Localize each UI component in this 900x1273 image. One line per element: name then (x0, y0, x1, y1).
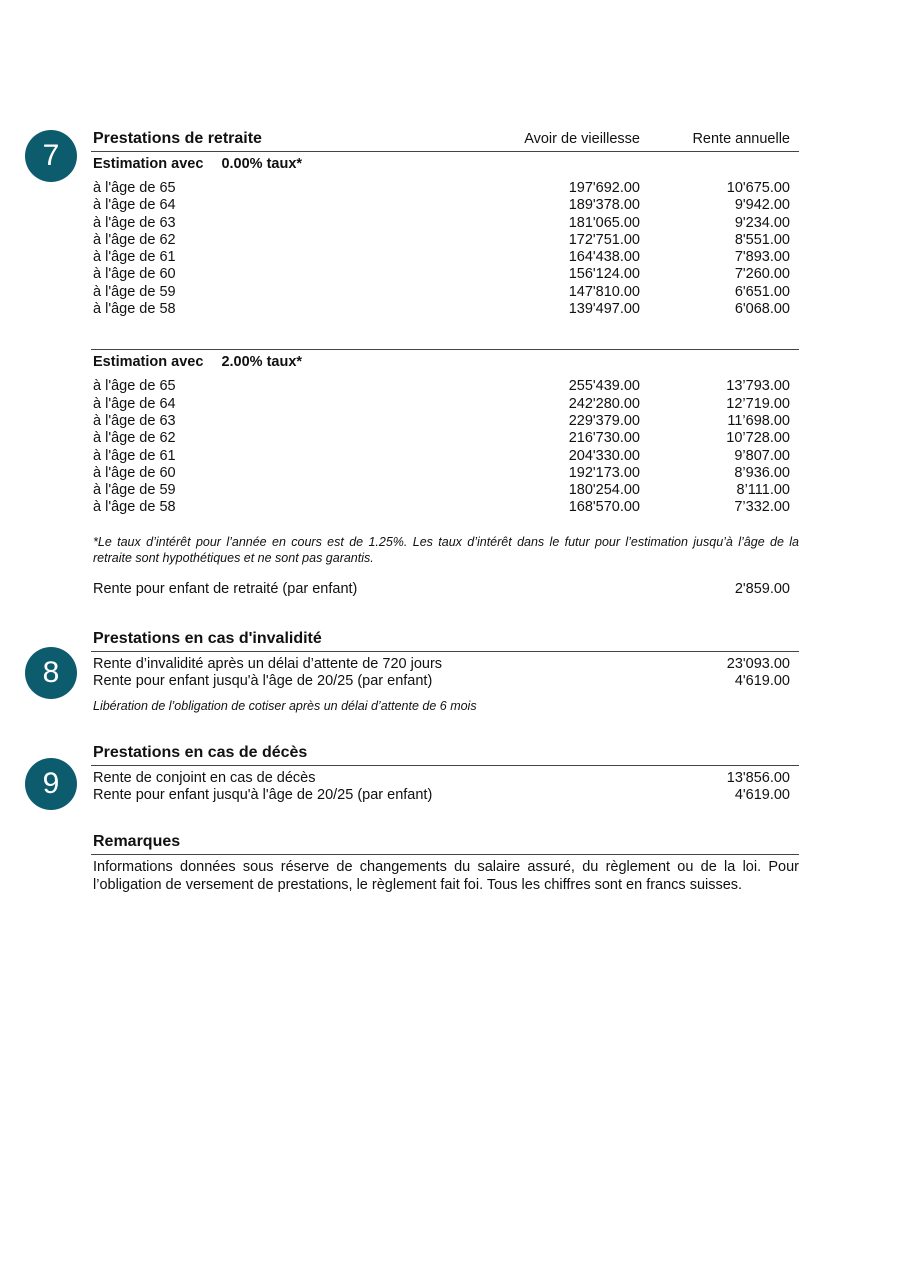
remarks-section (91, 833, 799, 894)
age-label: à l'âge de 65 (93, 180, 176, 196)
avoir-column-header: Avoir de vieillesse (524, 131, 640, 147)
benefit-value: 23'093.00 (726, 656, 790, 672)
benefit-label: Rente de conjoint en cas de décès (93, 770, 316, 786)
avoir-value: 156'124.00 (568, 266, 640, 283)
age-label: à l'âge de 59 (93, 482, 176, 499)
disability-section (91, 630, 799, 714)
avoir-value: 180'254.00 (568, 482, 640, 499)
estimation-0-heading (91, 154, 799, 174)
remarks-header (91, 833, 799, 855)
age-label: à l'âge de 61 (93, 447, 176, 464)
rente-value: 9'234.00 (734, 214, 790, 231)
benefit-value: 4'619.00 (734, 787, 790, 804)
death-header (91, 744, 799, 766)
age-label: à l'âge de 61 (93, 249, 176, 266)
retirement-title: Prestations de retraite (93, 130, 262, 147)
rente-column-header: Rente annuelle (692, 131, 790, 147)
death-section (91, 744, 799, 805)
estimation-1-table (91, 378, 799, 516)
avoir-value: 216'730.00 (568, 430, 640, 447)
table-row (91, 249, 799, 266)
avoir-value: 164'438.00 (568, 249, 640, 266)
table-row (91, 770, 799, 787)
retirement-section (91, 130, 799, 598)
rente-value: 10'675.00 (726, 180, 790, 196)
avoir-value: 181'065.00 (568, 214, 640, 231)
disability-title: Prestations en cas d'invalidité (93, 630, 322, 647)
table-row (91, 215, 799, 232)
rente-value: 11’698.00 (727, 412, 790, 429)
estimation-label: Estimation avec (93, 156, 204, 172)
rente-value: 9'942.00 (734, 197, 790, 214)
table-row (91, 284, 799, 301)
benefit-label: Rente d’invalidité après un délai d’attente de 720 jours (93, 656, 443, 672)
rente-value: 8’936.00 (734, 464, 790, 481)
table-row (91, 396, 799, 413)
table-row (91, 499, 799, 516)
age-label: à l'âge de 63 (93, 412, 176, 429)
benefit-value: 4'619.00 (734, 673, 790, 690)
table-row (91, 378, 799, 395)
table-row (91, 266, 799, 283)
divider (91, 349, 799, 350)
avoir-value: 204'330.00 (568, 447, 640, 464)
rente-value: 12’719.00 (726, 395, 790, 412)
age-label: à l'âge de 60 (93, 464, 176, 481)
estimation-label: Estimation avec (93, 354, 204, 371)
rente-value: 8'551.00 (734, 231, 790, 248)
table-row (91, 232, 799, 249)
table-row (91, 430, 799, 447)
retirement-header (91, 130, 799, 152)
child-pension-label: Rente pour enfant de retraité (par enfant) (93, 580, 358, 597)
rente-value: 7’332.00 (734, 499, 790, 516)
age-label: à l'âge de 58 (93, 301, 176, 318)
avoir-value: 139'497.00 (568, 301, 640, 318)
rente-value: 6'068.00 (734, 301, 790, 318)
table-row (91, 465, 799, 482)
death-title: Prestations en cas de décès (93, 744, 308, 761)
rente-value: 7'260.00 (734, 266, 790, 283)
age-label: à l'âge de 64 (93, 395, 176, 412)
benefit-label: Rente pour enfant jusqu'à l'âge de 20/25 (par enfant) (93, 673, 433, 690)
table-row (91, 448, 799, 465)
table-row (91, 197, 799, 214)
estimation-0-table (91, 180, 799, 318)
remarks-title: Remarques (93, 833, 181, 850)
avoir-value: 189'378.00 (568, 197, 640, 214)
remarks-text: Informations données sous réserve de changements du salaire assuré, du règlement ou de la loi. Pour l’obligation de versement de prestations, le règlement fait foi. Tous les chiffres sont en francs suisses. (93, 859, 799, 893)
avoir-value: 229'379.00 (568, 412, 640, 429)
avoir-value: 255'439.00 (568, 378, 640, 395)
estimation-rate: 0.00% taux* (221, 156, 303, 172)
age-label: à l'âge de 62 (93, 231, 176, 248)
avoir-value: 172'751.00 (568, 231, 640, 248)
avoir-value: 197'692.00 (568, 180, 640, 196)
age-label: à l'âge de 64 (93, 197, 176, 214)
table-row (91, 482, 799, 499)
table-row (91, 656, 799, 673)
age-label: à l'âge de 59 (93, 283, 176, 300)
age-label: à l'âge de 62 (93, 430, 176, 447)
benefit-value: 13'856.00 (726, 770, 790, 786)
age-label: à l'âge de 63 (93, 214, 176, 231)
rente-value: 8’111.00 (736, 482, 790, 499)
table-row (91, 301, 799, 318)
disability-note: Libération de l’obligation de cotiser après un délai d’attente de 6 mois (93, 698, 477, 713)
table-row (91, 673, 799, 690)
child-pension-row (91, 581, 799, 598)
table-row (91, 180, 799, 197)
rente-value: 6'651.00 (734, 283, 790, 300)
child-pension-value: 2'859.00 (734, 580, 790, 597)
section-7-badge: 7 (25, 130, 77, 182)
table-row (91, 413, 799, 430)
avoir-value: 147'810.00 (568, 283, 640, 300)
age-label: à l'âge de 65 (93, 378, 176, 395)
benefit-label: Rente pour enfant jusqu'à l'âge de 20/25 (par enfant) (93, 787, 433, 804)
section-8-badge: 8 (25, 647, 77, 699)
age-label: à l'âge de 60 (93, 266, 176, 283)
disability-header (91, 630, 799, 652)
section-9-badge: 9 (25, 758, 77, 810)
rente-value: 9’807.00 (734, 447, 790, 464)
avoir-value: 168'570.00 (568, 499, 640, 516)
estimation-rate: 2.00% taux* (221, 354, 303, 371)
age-label: à l'âge de 58 (93, 499, 176, 516)
disability-table (91, 656, 799, 691)
estimation-1-heading (91, 352, 799, 372)
rente-value: 10’728.00 (726, 430, 790, 447)
death-table (91, 770, 799, 805)
rente-value: 13’793.00 (726, 378, 790, 395)
rente-value: 7'893.00 (734, 249, 790, 266)
interest-footnote: *Le taux d’intérêt pour l’année en cours est de 1.25%. Les taux d’intérêt dans le futur pour l’estimation jusqu’à l’âge de la retraite sont hypothétiques et ne sont pas garantis. (93, 534, 799, 565)
table-row (91, 787, 799, 804)
avoir-value: 192'173.00 (568, 464, 640, 481)
avoir-value: 242'280.00 (568, 395, 640, 412)
